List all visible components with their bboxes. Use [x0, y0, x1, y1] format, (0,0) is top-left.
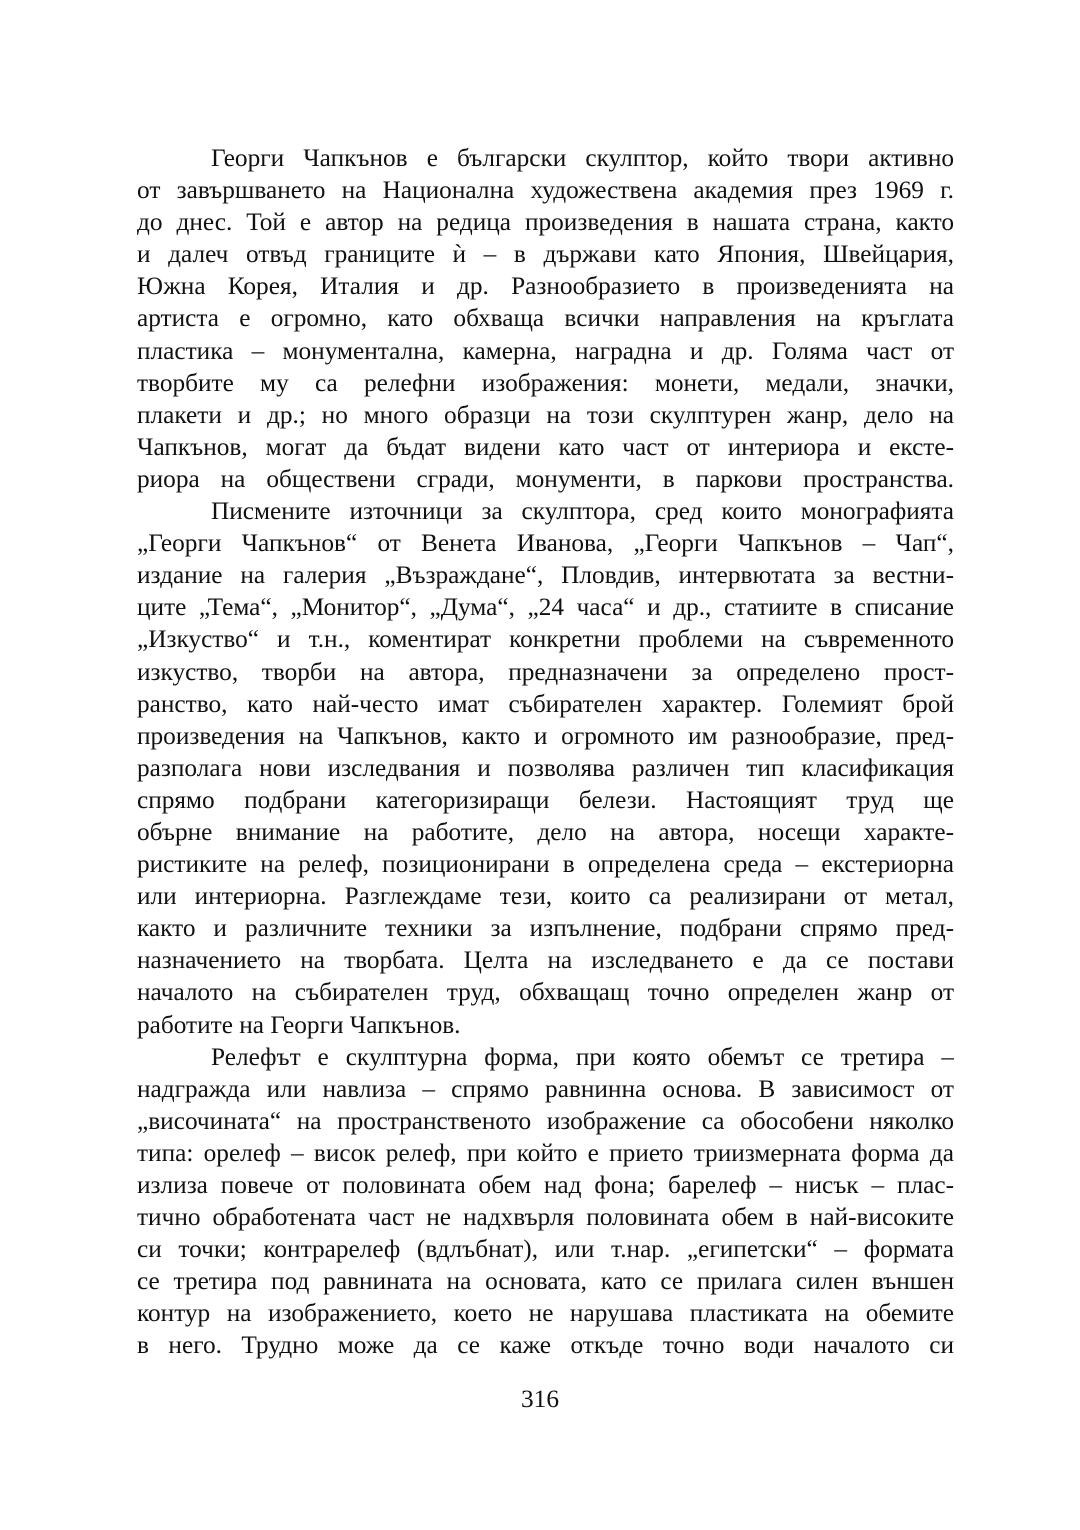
text-line: контур на изображението, което не нарушава пластиката на обемите — [137, 1299, 954, 1328]
paragraph-3 — [137, 1041, 954, 1362]
text-line: както и различните техники за изпълнение, подбрани спрямо пред- — [137, 914, 954, 943]
text-line: артиста е огромно, като обхваща всички направления на кръглата — [137, 304, 954, 333]
text-line: „Георги Чапкънов“ от Венета Иванова, „Георги Чапкънов – Чап“, — [137, 529, 954, 558]
text-line: излиза повече от половината обем над фона; барелеф – нисък – плас- — [137, 1171, 954, 1199]
paragraph-1 — [137, 142, 954, 495]
text-line: риора на обществени сгради, монументи, в паркови пространства. — [137, 464, 954, 493]
text-line: „Изкуство“ и т.н., коментират конкретни проблеми на съвременното — [137, 625, 954, 654]
text-line: си точки; контрарелеф (вдлъбнат), или т.нар. „египетски“ – формата — [137, 1235, 954, 1264]
text-line: пластика – монументална, камерна, наградна и др. Голяма част от — [137, 336, 954, 365]
text-line: издание на галерия „Възраждане“, Пловдив, интервютата за вестни- — [137, 561, 954, 590]
text-line: надгражда или навлиза – спрямо равнинна основа. В зависимост от — [137, 1074, 954, 1103]
text-line: началото на събирателен труд, обхващащ точно определен жанр от — [137, 978, 954, 1007]
text-line: изкуство, творби на автора, предназначени за определено прост- — [137, 657, 954, 686]
text-line: се третира под равнината на основата, като се прилага силен външен — [137, 1267, 954, 1296]
text-line: типа: орелеф – висок релеф, при който е прието триизмерната форма да — [137, 1138, 954, 1167]
text-line: спрямо подбрани категоризиращи белези. Настоящият труд ще — [137, 785, 954, 814]
text-line: тично обработената част не надхвърля половината обем в най-високите — [137, 1203, 954, 1232]
text-line: от завършването на Национална художествена академия през 1969 г. — [137, 176, 954, 205]
text-line: ците „Тема“, „Монитор“, „Дума“, „24 часа“ и др., статиите в списание — [137, 593, 954, 622]
text-line: работите на Георги Чапкънов. — [137, 1010, 461, 1039]
text-line: или интериорна. Разглеждаме тези, които са реализирани от метал, — [137, 882, 954, 911]
text-line: назначението на творбата. Целта на изследването е да се постави — [137, 946, 954, 975]
text-line: до днес. Той е автор на редица произведения в нашата страна, както — [137, 208, 954, 237]
text-line: ранство, като най-често имат събирателен характер. Големият брой — [137, 689, 954, 718]
text-line: ристиките на релеф, позиционирани в определена среда – екстериорна — [137, 850, 954, 879]
paragraph-2 — [137, 495, 954, 1041]
text-line: Южна Корея, Италия и др. Разнообразието в произведенията на — [137, 272, 954, 301]
text-line: плакети и др.; но много образци на този скулптурен жанр, дело на — [137, 400, 954, 429]
text-line: творбите му са релефни изображения: монети, медали, значки, — [137, 368, 954, 397]
text-line: Георги Чапкънов е български скулптор, който твори активно — [211, 144, 954, 172]
text-line: обърне внимание на работите, дело на автора, носещи характе- — [137, 817, 954, 846]
text-line: произведения на Чапкънов, както и огромното им разнообразие, пред- — [137, 721, 954, 750]
body-text — [137, 142, 954, 1362]
text-line: „височината“ на пространственото изображение са обособени няколко — [137, 1106, 954, 1135]
text-line: Релефът е скулптурна форма, при която обемът се третира – — [211, 1042, 954, 1071]
page-number: 316 — [521, 1385, 559, 1413]
text-line: в него. Трудно може да се каже откъде точно води началото си — [137, 1331, 954, 1360]
text-line: Чапкънов, могат да бъдат видени като част от интериора и екстe- — [137, 432, 954, 461]
text-line: Писмените източници за скулптора, сред които монографията — [211, 497, 954, 526]
text-line: разполага нови изследвания и позволява различен тип класификация — [137, 753, 954, 782]
text-line: и далеч отвъд границите ѝ – в държави като Япония, Швейцария, — [137, 240, 954, 269]
